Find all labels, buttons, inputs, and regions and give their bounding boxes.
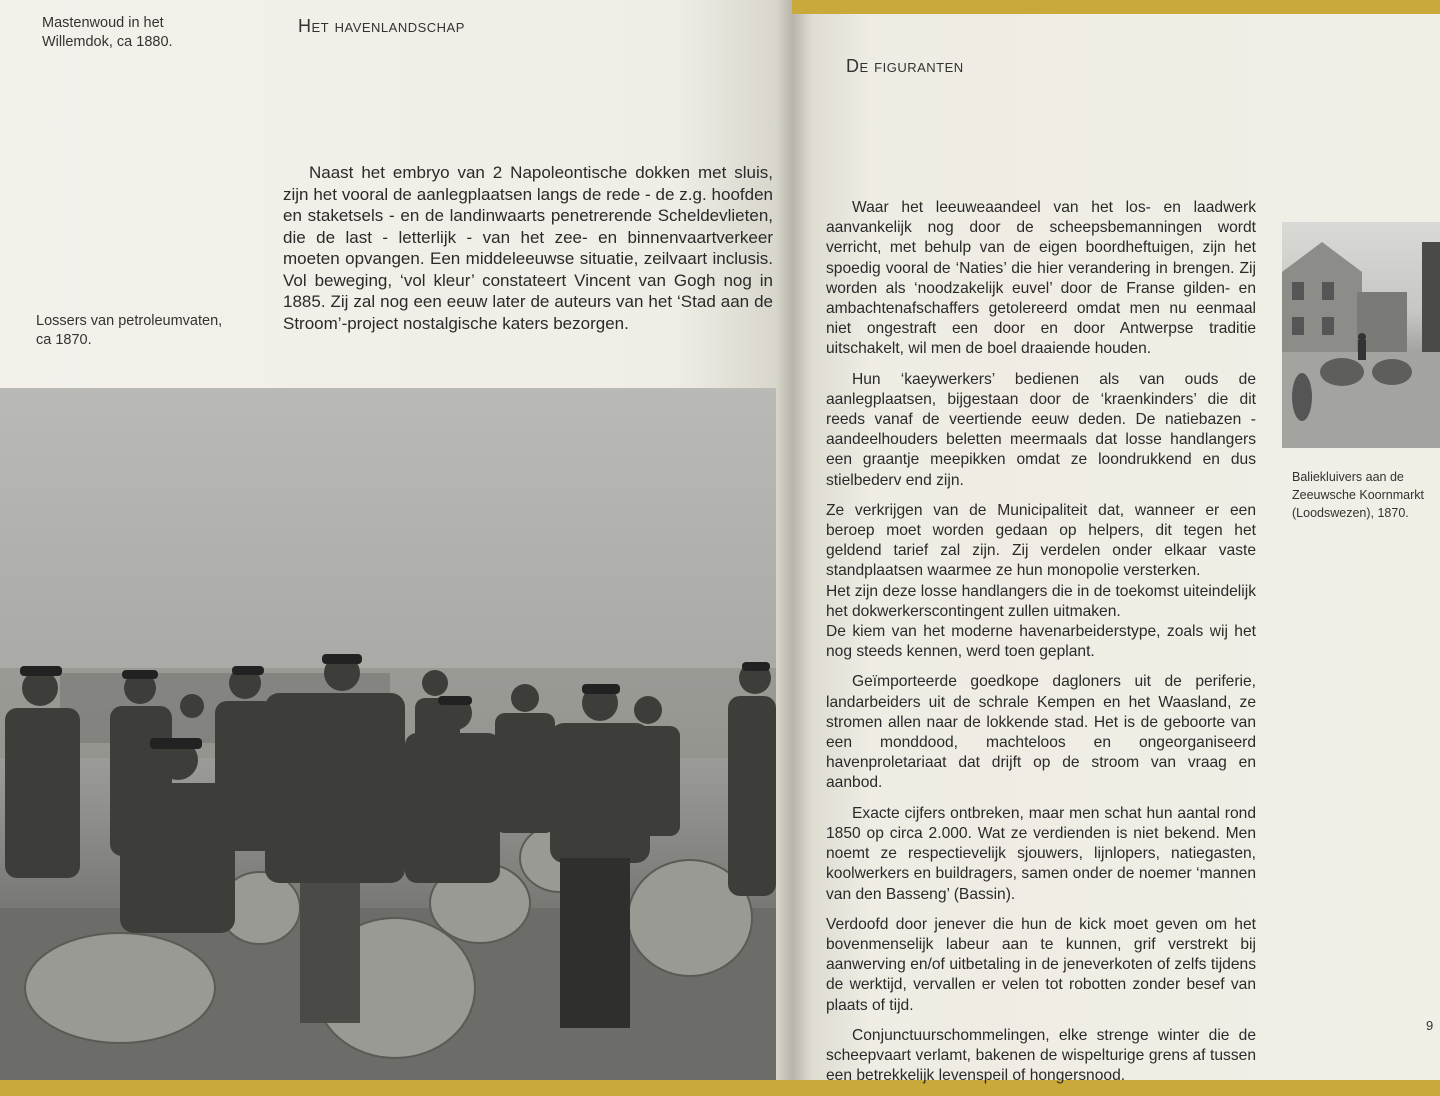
right-paragraph-3: Ze verkrijgen van de Municipaliteit dat, wanneer er een beroep moet worden gedaan op helpers, dit tegen het geldend tarief zal zijn. Zij verdelen onder elkaar vaste standplaatsen waarmee ze hun monopolie versterken.: [826, 501, 1256, 580]
right-paragraph-4: Het zijn deze losse handlangers die in de toekomst uiteindelijk het dokwerkerscontingent zullen uitmaken.: [826, 582, 1256, 620]
caption-baliekluivers: [1292, 468, 1437, 522]
caption-masts: [42, 14, 242, 52]
right-paragraph-8: Verdoofd door jenever die hun de kick moet geven om het bovenmenselijk labeur aan te kunnen, grif verstrekt bij aanwerving en/of uitbetaling in de jeneverkoten of zelfs tijdens de werktijd, vervallen er velen tot robotten zonder besef van plaats of tijd.: [826, 915, 1256, 1014]
right-paragraph-7: Exacte cijfers ontbreken, maar men schat hun aantal rond 1850 op circa 2.000. Wat ze verdienden is niet bekend. Men noemt ze respectievelijk sjouwers, lijnlopers, natiegasten, koolwerkers en buildragers, samen onder de noemer ‘mannen van den Basseng’ (Bassin).: [826, 804, 1256, 903]
caption-masts-line-1: Mastenwoud in het: [42, 15, 164, 31]
photo-dockworkers: [0, 388, 776, 1080]
right-paragraph-2: Hun ‘kaeywerkers’ bedienen als van ouds de aanlegplaatsen, bijgestaan door de ‘kraenkinders’ die dit reeds vanaf de veertiende eeuw deden. De natiebazen - aandeelhouders beletten meermaals dat losse handlangers een graantje meepikken omdat ze loondrukkend en dus stielbederv end zijn.: [826, 370, 1256, 489]
right-paragraph-9: Conjunctuurschommelingen, elke strenge winter die de scheepvaart verlamt, bakenen de wispelturige grens af tussen een betrekkelijk levenspeil of hongersnood.: [826, 1026, 1256, 1085]
photo-dockworkers-illustration: [0, 388, 776, 1080]
section-title-havenlandschap: Het havenlandschap: [298, 16, 465, 36]
caption-baliekluivers-line-3: (Loodswezen), 1870.: [1292, 506, 1409, 520]
caption-masts-line-2: Willemdok, ca 1880.: [42, 34, 173, 50]
right-paragraph-1: Waar het leeuweaandeel van het los- en laadwerk aanvankelijk nog door de scheepsbemanningen wordt verricht, met behulp van de eigen boordheftuigen, zijn het spoedig vooral de ‘Naties’ die hier verandering in brengen. Zij worden als ‘noodzakelijk euvel’ door de Franse gilden- en ambachtenafschaffers getolereerd omdat men nu eenmaal niet ongestraft een door en door Antwerpse traditie uitschakelt, wil men de boel draaiende houden.: [826, 199, 1256, 358]
photo-koornmarkt-illustration: [1282, 222, 1440, 448]
page-number: 9: [1426, 1018, 1434, 1033]
caption-lossers-line-2: ca 1870.: [36, 332, 92, 348]
caption-baliekluivers-line-2: Zeeuwsche Koornmarkt: [1292, 488, 1425, 502]
caption-baliekluivers-line-1: Baliekluivers aan de: [1292, 470, 1404, 484]
right-paragraph-6: Geïmporteerde goedkope dagloners uit de periferie, landarbeiders uit de schrale Kempen en het Waasland, ze stromen allen naar de lokkende stad. Het is de geboorte van een monddood, machteloos en ongeorganiseerd havenproletariaat dat drijft op de stroom van vraag en aanbod.: [826, 673, 1256, 792]
left-paragraph: Naast het embryo van 2 Napoleontische dokken met sluis, zijn het vooral de aanlegplaatsen langs de rede - de z.g. hoofden en staketsels - en de landinwaarts penetrerende Scheldevlieten, die de last - letterlijk - van het zee- en binnenvaartverkeer moeten opvangen. Een middeleeuwse situatie, zeilvaart inclusis. Vol beweging, ‘vol kleur’ constateert Vincent van Gogh nog in 1885. Zij zal nog een eeuw later de auteurs van het ‘Stad aan de Stroom’-project nostalgische katers bezorgen.: [283, 163, 773, 333]
right-paragraph-5: De kiem van het moderne havenarbeiderstype, zoals wij het nog steeds kennen, werd toen geplant.: [826, 623, 1256, 661]
photo-koornmarkt: [1282, 222, 1440, 448]
caption-lossers-line-1: Lossers van petroleumvaten,: [36, 313, 223, 329]
right-body-text: [826, 198, 1256, 1096]
section-title-figuranten: De figuranten: [846, 56, 964, 76]
left-body-text: [283, 162, 773, 344]
caption-lossers: [36, 312, 266, 350]
